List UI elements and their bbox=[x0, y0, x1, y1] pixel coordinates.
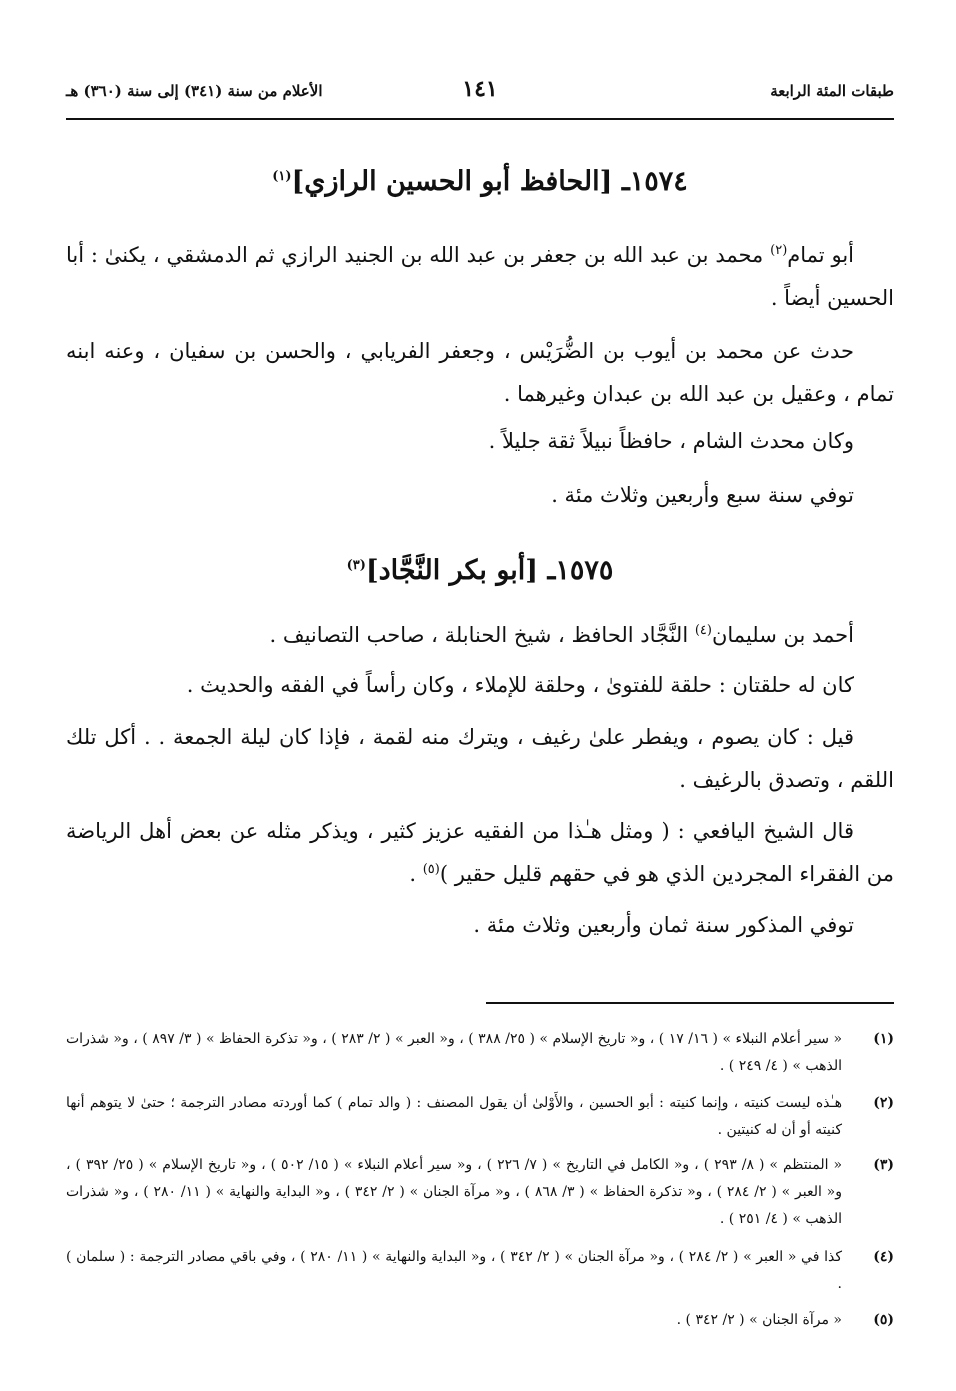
footnote-1 bbox=[66, 1026, 894, 1080]
footnote-number: (٥) bbox=[873, 1312, 894, 1328]
entry-1574-paragraph-4: توفي سنة سبع وأربعين وثلاث مئة . bbox=[551, 483, 854, 507]
entry-number: ١٥٧٤ bbox=[629, 166, 688, 197]
footnote-number: (٤) bbox=[873, 1249, 894, 1265]
header-period-range: الأعلام من سنة (٣٤١) إلى سنة (٣٦٠) هـ bbox=[66, 82, 323, 100]
footnote-ref: (٢) bbox=[770, 243, 788, 258]
footnote-text: « مرآة الجنان » ( ٢/ ٣٤٢ ) . bbox=[676, 1312, 842, 1328]
footnote-5 bbox=[66, 1307, 894, 1334]
entry-number: ١٥٧٥ bbox=[555, 555, 614, 586]
entry-1574-paragraph-1: أبو تمام$^{(٢)}$ محمد بن عبد الله بن جعفر بن عبد الله بن الجنيد الرازي ثم الدمشقي ، يكنىٰ : أبا الحسين أيضاً . bbox=[66, 243, 894, 310]
entry-1574-paragraph-3: وكان محدث الشام ، حافظاً نبيلاً ثقة جليلاً . bbox=[488, 429, 854, 453]
header-book-title: طبقات المئة الرابعة bbox=[770, 82, 894, 100]
footnote-ref: (٥) bbox=[422, 862, 440, 877]
header-rule bbox=[66, 118, 894, 120]
footnote-rule bbox=[486, 1002, 894, 1004]
footnote-ref: (٣) bbox=[346, 558, 366, 573]
entry-heading: [الحافظ أبو الحسين الرازي] bbox=[291, 166, 613, 197]
footnote-number: (٣) bbox=[873, 1157, 894, 1173]
footnote-text: كذا في « العبر » ( ٢/ ٢٨٤ ) ، و« مرآة الجنان » ( ٢/ ٣٤٢ ) ، و« البداية والنهاية » ( ١١/ ٢٨٠ ) ، وفي باقي مصادر الترجمة : ( سلمان ) . bbox=[66, 1249, 842, 1292]
footnote-text: « سير أعلام النبلاء » ( ١٦/ ١٧ ) ، و« تاريخ الإسلام » ( ٢٥/ ٣٨٨ ) ، و« العبر » ( ٢/ ٢٨٣ ) ، و« تذكرة الحفاظ » ( ٣/ ٨٩٧ ) ، و« شذرات الذهب » ( ٤/ ٢٤٩ ) . bbox=[66, 1031, 843, 1074]
footnote-text: « المنتظم » ( ٨/ ٢٩٣ ) ، و« الكامل في التاريخ » ( ٧/ ٢٢٦ ) ، و« سير أعلام النبلاء » ( ١٥/ ٥٠٢ ) ، و« تاريخ الإسلام » ( ٢٥/ ٣٩٢ ) ، و« العبر » ( ٢/ ٢٨٤ ) ، و« تذكرة الحفاظ » ( ٣/ ٨٦٨ ) ، و« مرآة الجنان » ( ٢/ ٣٤٢ ) ، و« البداية والنهاية » ( ١١/ ٢٨٠ ) ، و« شذرات الذهب » ( ٤/ ٢٥١ ) . bbox=[66, 1157, 843, 1227]
footnote-number: (١) bbox=[873, 1031, 894, 1047]
entry-1575-paragraph-2: كان له حلقتان : حلقة للفتوىٰ ، وحلقة للإملاء ، وكان رأساً في الفقه والحديث . bbox=[186, 673, 854, 697]
footnote-ref: (٤) bbox=[694, 623, 712, 638]
footnote-2 bbox=[66, 1090, 894, 1144]
footnote-text: هـٰذه ليست كنيته ، وإنما كنيته : أبو الحسين ، والأَوْلىٰ أن يقول المصنف : ( والد تمام ) كما أوردته مصادر الترجمة ؛ حتىٰ لا يتوهم أنها كنيته أو أن له كنيتين . bbox=[66, 1095, 842, 1138]
entry-1575-paragraph-3: قيل : كان يصوم ، ويفطر علىٰ رغيف ، ويترك منه لقمة ، فإذا كان ليلة الجمعة . . أكل تلك اللقم ، وتصدق بالرغيف . bbox=[66, 725, 894, 792]
entry-title-1575: ١٥٧٥ـ [أبو بكر النَّجَّاد]$^{(٣)}$ bbox=[346, 555, 614, 586]
entry-1574-paragraph-2: حدث عن محمد بن أيوب بن الضُّرَيْس ، وجعفر الفريابي ، والحسن بن سفيان ، وعنه ابنه تمام ، وعقيل بن عبد الله بن عبدان وغيرهما . bbox=[66, 339, 894, 406]
footnote-ref: (١) bbox=[272, 169, 292, 184]
entry-1575-paragraph-5: توفي المذكور سنة ثمان وأربعين وثلاث مئة . bbox=[473, 913, 854, 937]
footnote-4 bbox=[66, 1244, 894, 1298]
entry-heading: [أبو بكر النَّجَّاد] bbox=[365, 555, 539, 586]
footnote-number: (٢) bbox=[873, 1095, 894, 1111]
footnote-3 bbox=[66, 1152, 894, 1233]
entry-1575-paragraph-1: أحمد بن سليمان$^{(٤)}$ النَّجَّاد الحافظ ، شيخ الحنابلة ، صاحب التصانيف . bbox=[269, 623, 854, 647]
entry-title-1574: ١٥٧٤ـ [الحافظ أبو الحسين الرازي]$^{(١)}$ bbox=[272, 166, 688, 197]
running-header bbox=[66, 70, 894, 116]
entry-1575-paragraph-4: قال الشيخ اليافعي : ( ومثل هـٰذا من الفقيه عزيز كثير ، ويذكر مثله عن بعض أهل الرياضة من الفقراء المجردين الذي هو في حقهم قليل حقير )$^{(٥)}$ . bbox=[66, 819, 894, 886]
page-number: ١٤١ bbox=[462, 76, 498, 102]
